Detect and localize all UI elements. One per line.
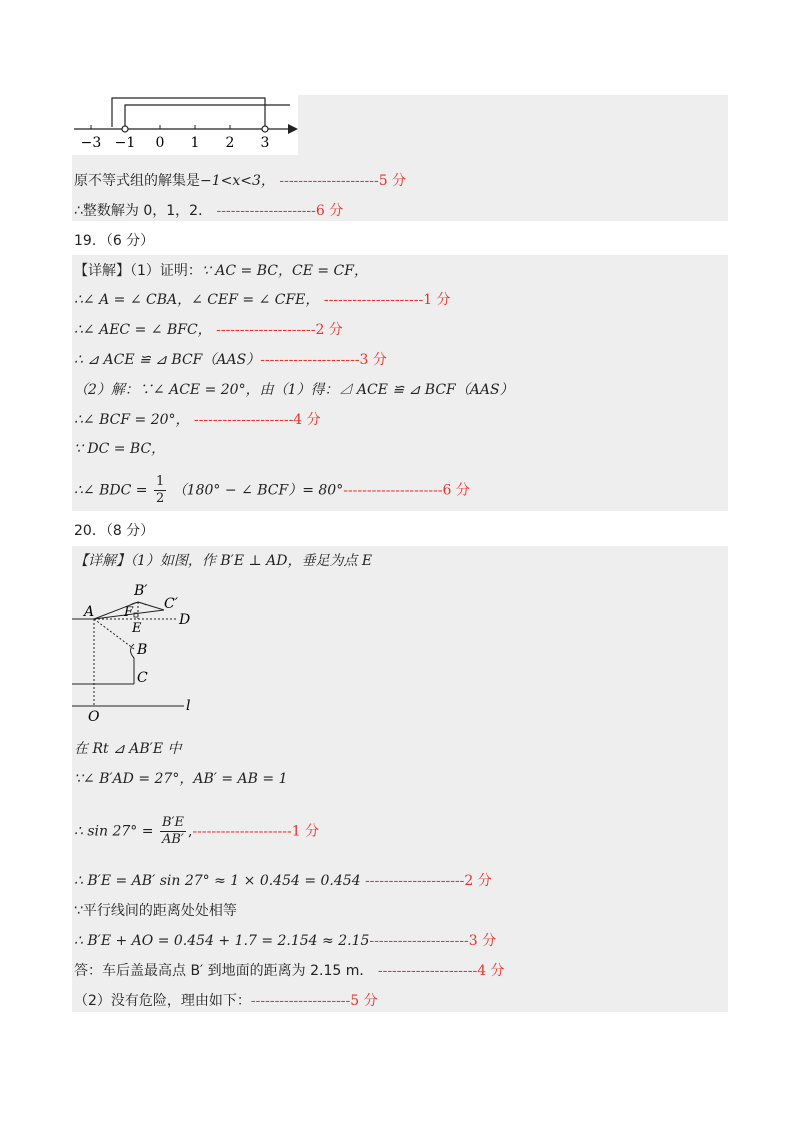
score-mark: ---------------------4 分 (193, 412, 321, 428)
q19-line-4: ∴ ⊿ ACE ≌ ⊿ BCF（AAS）---------------------3 分 (74, 352, 387, 368)
fraction-sin: $\frac{B'E}{AB'}$ (161, 815, 184, 847)
q20-line-9: （2）没有危险，理由如下：---------------------5 分 (74, 993, 378, 1009)
open-point-neg1 (122, 126, 128, 132)
score-mark: ---------------------5 分 (279, 173, 407, 189)
label-d: D (179, 612, 191, 628)
tick-label: 2 (225, 135, 235, 151)
score-mark: ---------------------3 分 (260, 352, 387, 368)
q19-line-7: ∵ DC = BC， (74, 441, 166, 457)
q20-line-8: 答：车后盖最高点 B′ 到地面的距离为 2.15 m． ---------------------4 分 (74, 963, 505, 979)
segment-ab (94, 619, 134, 649)
score-mark: ---------------------4 分 (377, 963, 505, 979)
number-line-figure (72, 95, 298, 155)
tick-label: −3 (80, 135, 102, 151)
geometry-svg (72, 576, 202, 724)
car-trunk-figure (72, 576, 202, 724)
q19-line-8: ∴∠ BDC = $\frac{1}{2}$ （180° − ∠ BCF）= 80°---------------------6 分 (74, 474, 470, 506)
label-c: C (137, 670, 148, 686)
tick-label: 1 (190, 135, 200, 151)
number-line-svg (72, 95, 298, 155)
fraction-one-half: $\frac{1}{2}$ (155, 474, 165, 506)
tick-label: −1 (114, 135, 136, 151)
q20-line-7: ∴ B′E + AO = 0.454 + 1.7 = 2.154 ≈ 2.15---------------------3 分 (74, 933, 497, 949)
label-o: O (88, 709, 100, 724)
q20-header: 20．（8 分） (74, 523, 155, 539)
q19-line-1: 【详解】（1）证明：∵ AC = BC，CE = CF， (74, 263, 368, 279)
score-mark: ---------------------6 分 (343, 482, 470, 499)
score-mark: ---------------------6 分 (216, 203, 344, 219)
tick-label: 3 (260, 135, 270, 151)
score-mark: ---------------------1 分 (323, 292, 451, 308)
score-mark: ---------------------1 分 (192, 823, 320, 840)
label-c-prime: C′ (164, 596, 178, 612)
q20-line-5: ∴ B′E = AB′ sin 27° ≈ 1 × 0.454 = 0.454 ---------------------2 分 (74, 873, 492, 889)
label-b: B (137, 642, 148, 658)
label-f: F (124, 605, 134, 620)
label-e: E (132, 621, 142, 636)
q18-solution-set: 原不等式组的解集是−1<x<3， ---------------------5 分 (74, 173, 407, 189)
q19-header: 19．（6 分） (74, 233, 155, 249)
q20-line-3: ∵∠ B′AD = 27°，AB′ = AB = 1 (74, 771, 288, 787)
q19-line-6: ∴∠ BCF = 20°， ---------------------4 分 (74, 412, 321, 428)
label-l: l (186, 698, 191, 714)
score-mark: ---------------------5 分 (250, 993, 378, 1009)
score-mark: ---------------------2 分 (365, 873, 492, 889)
q20-line-6: ∵平行线间的距离处处相等 (74, 903, 237, 919)
label-b-prime: B′ (134, 583, 148, 599)
q18-integer-solutions: ∴整数解为 0，1，2． ---------------------6 分 (74, 203, 344, 219)
q20-line-1: 【详解】（1）如图，作 B′E ⊥ AD，垂足为点 E (74, 553, 373, 569)
q19-line-3: ∴∠ AEC = ∠ BFC， ---------------------2 分 (74, 322, 343, 338)
q20-line-2: 在 Rt ⊿ AB′E 中 (74, 741, 182, 757)
label-a: A (84, 604, 95, 620)
bracket-upper (112, 98, 265, 127)
score-mark: ---------------------3 分 (369, 933, 497, 949)
q19-line-2: ∴∠ A = ∠ CBA，∠ CEF = ∠ CFE， ---------------------1 分 (74, 292, 451, 308)
trunk-curve (131, 644, 135, 684)
q20-line-4: ∴ sin 27° = $\frac{B'E}{AB'}$ ,---------------------1 分 (74, 815, 320, 847)
q19-line-5: （2）解：∵∠ ACE = 20°，由（1）得：⊿ ACE ≌ ⊿ BCF（AAS） (74, 382, 514, 398)
axis-arrow-icon (288, 124, 298, 134)
score-mark: ---------------------2 分 (216, 322, 343, 338)
open-point-3 (262, 126, 268, 132)
tick-label: 0 (155, 135, 165, 151)
